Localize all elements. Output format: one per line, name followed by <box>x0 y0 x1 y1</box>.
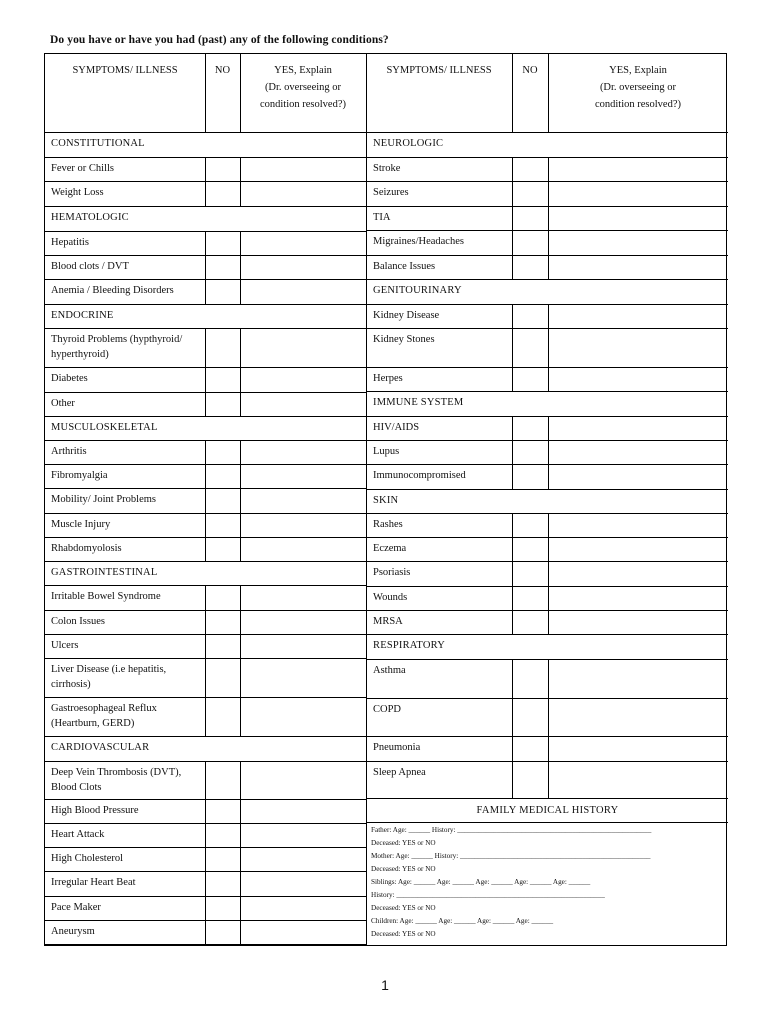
no-checkbox-cell[interactable] <box>513 464 548 489</box>
condition-label: Pace Maker <box>51 902 101 913</box>
condition-label: Blood clots / DVT <box>51 261 129 272</box>
no-checkbox-cell[interactable] <box>206 658 240 697</box>
yes-explain-cell[interactable] <box>549 181 728 206</box>
yes-explain-cell[interactable] <box>549 659 728 698</box>
condition-label: Migraines/Headaches <box>373 236 464 247</box>
condition-label: Hepatitis <box>51 237 89 248</box>
condition-label: TIA <box>373 212 391 223</box>
yes-explain-cell[interactable] <box>241 157 366 181</box>
column-divider <box>548 54 549 132</box>
no-checkbox-cell[interactable] <box>206 255 240 279</box>
yes-explain-cell[interactable] <box>241 513 366 537</box>
category-label: CONSTITUTIONAL <box>51 138 145 149</box>
header-yes-line2: (Dr. overseeing or <box>264 82 342 93</box>
condition-label: Psoriasis <box>373 567 411 578</box>
condition-label: Weight Loss <box>51 187 104 198</box>
row-divider <box>45 944 366 945</box>
condition-label: Fever or Chills <box>51 163 114 174</box>
condition-label: Aneurysm <box>51 926 95 937</box>
header-no-left: NO <box>214 65 231 76</box>
category-label: ENDOCRINE <box>51 310 114 321</box>
yes-explain-cell[interactable] <box>241 392 366 416</box>
no-checkbox-cell[interactable] <box>206 464 240 488</box>
yes-explain-cell[interactable] <box>241 328 366 367</box>
no-checkbox-cell[interactable] <box>513 537 548 561</box>
condition-label: Lupus <box>373 446 400 457</box>
yes-explain-cell[interactable] <box>241 255 366 279</box>
condition-label: High Cholesterol <box>51 853 124 864</box>
yes-explain-cell[interactable] <box>241 871 366 896</box>
no-checkbox-cell[interactable] <box>513 761 548 798</box>
no-checkbox-cell[interactable] <box>206 440 240 464</box>
no-checkbox-cell[interactable] <box>513 610 548 634</box>
yes-explain-cell[interactable] <box>549 513 728 537</box>
condition-label: Stroke <box>373 163 401 174</box>
family-deceased-line[interactable]: Deceased: YES or NO <box>371 839 436 847</box>
condition-label: Ulcers <box>51 640 79 651</box>
yes-explain-cell[interactable] <box>241 634 366 658</box>
no-checkbox-cell[interactable] <box>206 871 240 896</box>
family-deceased-line[interactable]: History: __________________________________________________________ <box>371 891 605 899</box>
condition-label: High Blood Pressure <box>51 805 139 816</box>
category-label: RESPIRATORY <box>373 640 446 651</box>
header-symptoms-left: SYMPTOMS/ ILLNESS <box>72 65 178 76</box>
column-divider <box>205 54 206 132</box>
no-checkbox-cell[interactable] <box>513 416 548 440</box>
page-number: 1 <box>381 977 389 993</box>
no-checkbox-cell[interactable] <box>206 634 240 658</box>
yes-explain-cell[interactable] <box>549 157 728 181</box>
condition-label: Liver Disease (i.e hepatitis, <box>51 664 167 675</box>
yes-explain-cell[interactable] <box>241 799 366 823</box>
no-checkbox-cell[interactable] <box>206 799 240 823</box>
header-yes-line1: YES, Explain <box>274 65 332 76</box>
condition-label: Deep Vein Thrombosis (DVT), <box>51 767 182 778</box>
header-symptoms-right: SYMPTOMS/ ILLNESS <box>386 65 492 76</box>
no-checkbox-cell[interactable] <box>206 328 240 367</box>
no-checkbox-cell[interactable] <box>513 698 548 736</box>
no-checkbox-cell[interactable] <box>513 367 548 391</box>
yes-explain-cell[interactable] <box>549 561 728 586</box>
no-checkbox-cell[interactable] <box>513 255 548 279</box>
no-checkbox-cell[interactable] <box>206 231 240 255</box>
yes-explain-cell[interactable] <box>241 658 366 697</box>
condition-label: Heart Attack <box>51 829 105 840</box>
condition-label: Rhabdomyolosis <box>51 543 122 554</box>
yes-explain-cell[interactable] <box>549 255 728 279</box>
header-yes-line1: YES, Explain <box>609 65 667 76</box>
no-checkbox-cell[interactable] <box>206 513 240 537</box>
condition-label-continued: hyperthyroid) <box>51 349 109 360</box>
header-no-right: NO <box>522 65 538 76</box>
category-label: HEMATOLOGIC <box>51 212 129 223</box>
category-row <box>367 489 728 513</box>
family-deceased-line[interactable]: Deceased: YES or NO <box>371 930 436 938</box>
no-checkbox-cell[interactable] <box>206 157 240 181</box>
yes-explain-cell[interactable] <box>241 823 366 847</box>
column-divider <box>512 54 513 132</box>
header-yes-right <box>548 62 728 113</box>
yes-explain-cell[interactable] <box>549 206 728 230</box>
header-yes-line3: condition resolved?) <box>594 99 681 110</box>
family-deceased-line[interactable]: Deceased: YES or NO <box>371 904 436 912</box>
yes-explain-cell[interactable] <box>549 464 728 489</box>
conditions-table <box>44 53 727 946</box>
no-checkbox-cell[interactable] <box>513 181 548 206</box>
yes-explain-cell[interactable] <box>241 847 366 871</box>
yes-explain-cell[interactable] <box>241 464 366 488</box>
no-checkbox-cell[interactable] <box>513 659 548 698</box>
condition-label: Kidney Disease <box>373 310 440 321</box>
category-label: IMMUNE SYSTEM <box>373 397 464 408</box>
condition-label: Fibromyalgia <box>51 470 108 481</box>
yes-explain-cell[interactable] <box>241 279 366 304</box>
header-yes-line2: (Dr. overseeing or <box>599 82 677 93</box>
condition-label: COPD <box>373 704 402 715</box>
yes-explain-cell[interactable] <box>549 328 728 367</box>
yes-explain-cell[interactable] <box>549 761 728 798</box>
condition-label: Irritable Bowel Syndrome <box>51 591 161 602</box>
condition-label: Seizures <box>373 187 409 198</box>
yes-explain-cell[interactable] <box>241 231 366 255</box>
family-history-line[interactable]: Siblings: Age: ______ Age: ______ Age: ______ Age: ______ Age: ______ <box>371 878 591 886</box>
yes-explain-cell[interactable] <box>549 367 728 391</box>
category-label: CARDIOVASCULAR <box>51 742 150 753</box>
yes-explain-cell[interactable] <box>549 230 728 255</box>
no-checkbox-cell[interactable] <box>206 537 240 561</box>
yes-explain-cell[interactable] <box>549 736 728 761</box>
condition-label: Kidney Stones <box>373 334 435 345</box>
family-deceased-line[interactable]: Children: Age: ______ Age: ______ Age: ______ Age: ______ <box>371 917 554 925</box>
condition-label: Thyroid Problems (hypthyroid/ <box>51 334 183 345</box>
no-checkbox-cell[interactable] <box>206 585 240 610</box>
condition-label: Diabetes <box>51 373 88 384</box>
yes-explain-cell[interactable] <box>241 610 366 634</box>
yes-explain-cell[interactable] <box>549 610 728 634</box>
yes-explain-cell[interactable] <box>241 488 366 513</box>
condition-label: Herpes <box>373 373 403 384</box>
condition-label: Anemia / Bleeding Disorders <box>51 285 174 296</box>
no-checkbox-cell[interactable] <box>513 440 548 464</box>
header-yes-line3: condition resolved?) <box>259 99 346 110</box>
condition-label: MRSA <box>373 616 403 627</box>
family-history-line[interactable]: Father: Age: ______ History: ______________________________________________________ <box>371 826 652 834</box>
condition-label: Wounds <box>373 592 408 603</box>
condition-label: Sleep Apnea <box>373 767 426 778</box>
no-checkbox-cell[interactable] <box>206 488 240 513</box>
family-history-line[interactable]: Mother: Age: ______ History: _____________________________________________________ <box>371 852 651 860</box>
yes-explain-cell[interactable] <box>241 896 366 920</box>
condition-label-continued: cirrhosis) <box>51 679 91 690</box>
row-divider <box>367 798 728 799</box>
no-checkbox-cell[interactable] <box>206 610 240 634</box>
yes-explain-cell[interactable] <box>241 585 366 610</box>
no-checkbox-cell[interactable] <box>206 896 240 920</box>
family-deceased-line[interactable]: Deceased: YES or NO <box>371 865 436 873</box>
yes-explain-cell[interactable] <box>549 304 728 328</box>
category-label: GENITOURINARY <box>373 285 462 296</box>
no-checkbox-cell[interactable] <box>206 823 240 847</box>
condition-label: Rashes <box>373 519 403 530</box>
no-checkbox-cell[interactable] <box>206 279 240 304</box>
category-label: NEUROLOGIC <box>373 138 444 149</box>
condition-label: Immunocompromised <box>373 470 466 481</box>
column-divider <box>240 54 241 132</box>
no-checkbox-cell[interactable] <box>206 367 240 392</box>
condition-label: Other <box>51 398 75 409</box>
condition-label: Mobility/ Joint Problems <box>51 494 157 505</box>
no-checkbox-cell[interactable] <box>206 920 240 944</box>
family-history-title: FAMILY MEDICAL HISTORY <box>476 805 619 816</box>
yes-explain-cell[interactable] <box>241 697 366 736</box>
yes-explain-cell[interactable] <box>549 416 728 440</box>
family-title-divider <box>367 822 728 823</box>
no-checkbox-cell[interactable] <box>206 847 240 871</box>
yes-explain-cell[interactable] <box>241 537 366 561</box>
no-checkbox-cell[interactable] <box>513 157 548 181</box>
yes-explain-cell[interactable] <box>549 698 728 736</box>
category-label: SKIN <box>373 495 399 506</box>
yes-explain-cell[interactable] <box>241 181 366 206</box>
condition-label-continued: Blood Clots <box>51 782 102 793</box>
yes-explain-cell[interactable] <box>241 440 366 464</box>
category-label: MUSCULOSKELETAL <box>51 422 158 433</box>
condition-label: Colon Issues <box>51 616 105 627</box>
yes-explain-cell[interactable] <box>241 367 366 392</box>
condition-label: Asthma <box>373 665 406 676</box>
condition-label: Balance Issues <box>373 261 436 272</box>
no-checkbox-cell[interactable] <box>513 586 548 610</box>
yes-explain-cell[interactable] <box>549 586 728 610</box>
no-checkbox-cell[interactable] <box>206 761 240 799</box>
condition-label: Gastroesophageal Reflux <box>51 703 157 714</box>
no-checkbox-cell[interactable] <box>206 392 240 416</box>
condition-label: Arthritis <box>51 446 87 457</box>
yes-explain-cell[interactable] <box>549 440 728 464</box>
condition-label: HIV/AIDS <box>373 422 420 433</box>
yes-explain-cell[interactable] <box>549 537 728 561</box>
no-checkbox-cell[interactable] <box>513 206 548 230</box>
no-checkbox-cell[interactable] <box>513 561 548 586</box>
yes-explain-cell[interactable] <box>241 761 366 799</box>
yes-explain-cell[interactable] <box>241 920 366 944</box>
no-checkbox-cell[interactable] <box>513 230 548 255</box>
condition-label: Pneumonia <box>373 742 421 753</box>
condition-label: Eczema <box>373 543 407 554</box>
no-checkbox-cell[interactable] <box>206 181 240 206</box>
no-checkbox-cell[interactable] <box>513 328 548 367</box>
category-label: GASTROINTESTINAL <box>51 567 158 578</box>
no-checkbox-cell[interactable] <box>206 697 240 736</box>
no-checkbox-cell[interactable] <box>513 304 548 328</box>
page-title: Do you have or have you had (past) any of the following conditions? <box>50 34 389 46</box>
condition-label: Muscle Injury <box>51 519 111 530</box>
header-yes-left <box>240 62 366 113</box>
condition-label: Irregular Heart Beat <box>51 877 136 888</box>
condition-label-continued: (Heartburn, GERD) <box>51 718 135 729</box>
no-checkbox-cell[interactable] <box>513 513 548 537</box>
no-checkbox-cell[interactable] <box>513 736 548 761</box>
